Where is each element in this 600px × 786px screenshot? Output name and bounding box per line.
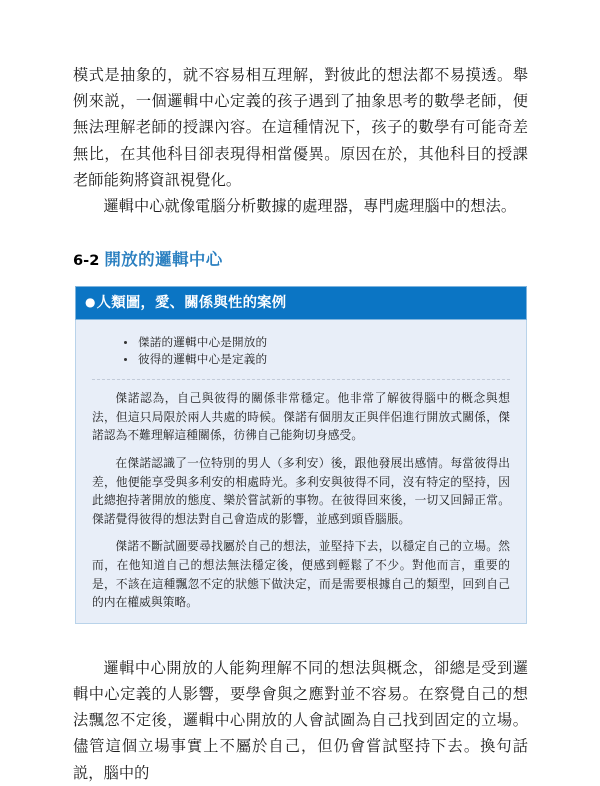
callout-bullet-icon: ● bbox=[85, 295, 96, 310]
callout-paragraph: 傑諾不斷試圖要尋找屬於自己的想法，並堅持下去，以穩定自己的立場。然而，在他知道自己的想法無法穩定後，便感到輕鬆了不少。對他而言，重要的是，不該在這種飄忽不定的狀態下做決定，而是需要根據自己的類型，回到自己的内在權威與策略。 bbox=[92, 539, 510, 610]
callout-paragraph: 在傑諾認識了一位特別的男人（多利安）後，跟他發展出感情。每當彼得出差，他便能享受與多利安的相處時光。多利安與彼得不同，沒有特定的堅持，因此總抱持著開放的態度、樂於嘗試新的事物。在彼得回來後，一切又回歸正常。傑諾覺得彼得的想法對自己會造成的影響，並感到頭昏腦脹。 bbox=[92, 456, 510, 526]
section-heading bbox=[73, 249, 528, 272]
section-number: 6-2 bbox=[73, 252, 100, 270]
callout-header-title: 人類圖，愛、關係與性的案例 bbox=[96, 295, 287, 312]
callout-box bbox=[75, 286, 527, 624]
callout-body bbox=[76, 320, 526, 623]
list-item: 彼得的邏輯中心是定義的 bbox=[124, 351, 510, 368]
body-paragraph-1: 模式是抽象的，就不容易相互理解，對彼此的想法都不易摸透。舉例來説，一個邏輯中心定義的孩子遇到了抽象思考的數學老師，便無法理解老師的授課內容。在這種情況下，孩子的數學有可能奇差無比，在其他科目卻表現得相當優異。原因在於，其他科目的授課老師能夠將資訊視覺化。 bbox=[73, 66, 528, 189]
callout-header bbox=[75, 286, 527, 320]
callout-bullet-list bbox=[92, 334, 510, 368]
callout-paragraph: 傑諾認為，自己與彼得的關係非常穩定。他非常了解彼得腦中的概念與想法，但這只局限於兩人共處的時候。傑諾有個朋友正與伴侶進行開放式關係，傑諾認為不難理解這種關係，彷彿自己能夠切身感受。 bbox=[92, 391, 510, 443]
body-paragraph-2: 邏輯中心就像電腦分析數據的處理器，專門處理腦中的想法。 bbox=[103, 197, 517, 216]
section-title: 開放的邏輯中心 bbox=[104, 250, 223, 270]
body-paragraph-3: 邏輯中心開放的人能夠理解不同的想法與概念，卻總是受到邏輯中心定義的人影響，要學會與之應對並不容易。在察覺自己的想法飄忽不定後，邏輯中心開放的人會試圖為自己找到固定的立場。儘管這個立場事實上不屬於自己，但仍會嘗試堅持下去。換句話説，腦中的 bbox=[73, 658, 528, 782]
callout-divider bbox=[92, 379, 510, 380]
list-item: 傑諾的邏輯中心是開放的 bbox=[124, 334, 510, 351]
